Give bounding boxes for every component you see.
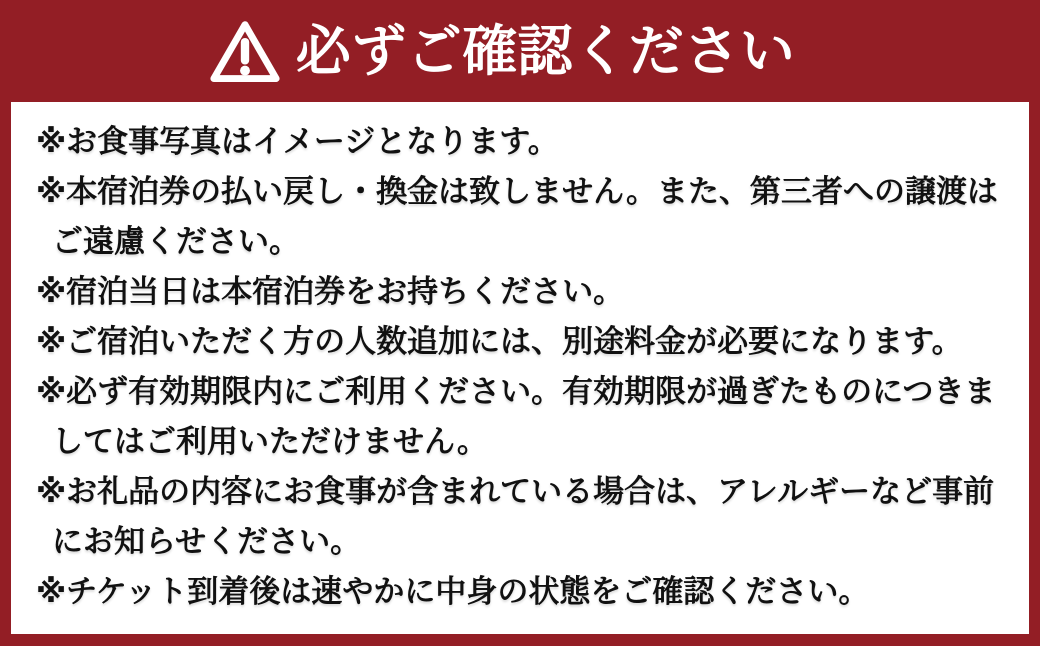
- notice-item: ※お礼品の内容にお食事が含まれている場合は、アレルギーなど事前にお知らせください。: [36, 474, 995, 559]
- notice-panel: [11, 102, 1029, 634]
- notice-item: ※チケット到着後は速やかに中身の状態をご確認ください。: [36, 574, 870, 609]
- notice-item: ※本宿泊券の払い戻し・換金は致しません。また、第三者への譲渡はご遠慮ください。: [36, 174, 998, 259]
- header: [0, 0, 1040, 102]
- warning-triangle-icon: [207, 17, 283, 87]
- notice-item: ※宿泊当日は本宿泊券をお持ちください。: [36, 274, 625, 309]
- notice-item: ※必ず有効期限内にご利用ください。有効期限が過ぎたものにつきましてはご利用いただけません。: [36, 374, 996, 459]
- page-title: 必ずご確認ください: [295, 19, 796, 82]
- notice-item: ※お食事写真はイメージとなります。: [36, 124, 559, 159]
- notice-item: ※ご宿泊いただく方の人数追加には、別途料金が必要になります。: [36, 324, 963, 359]
